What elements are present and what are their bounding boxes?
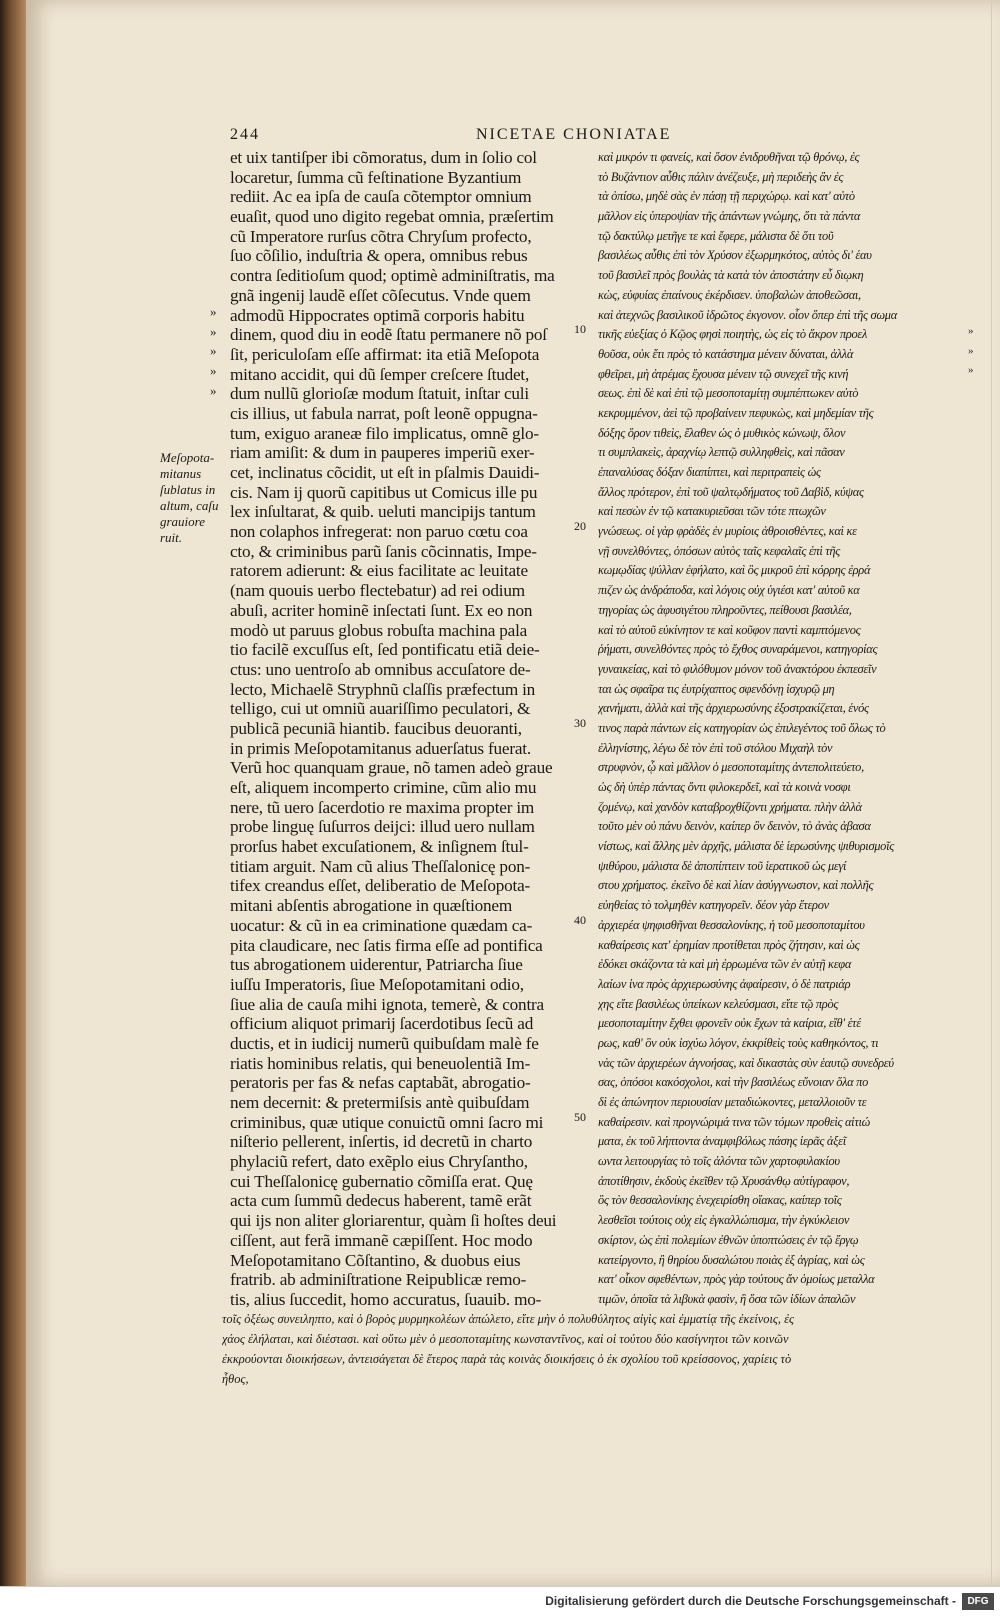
greek-line: τὸ Βυζάντιον αὖθις πάλιν ἀνέζευξε, μὴ περιδεὴς ἂν ἐς	[598, 169, 844, 184]
greek-line: ψιθύρου, μάλιστα δὲ ἀποπίπτειν τοῦ ἱερατικοῦ ὡς μεγί	[598, 858, 847, 873]
greek-line: γυναικείας, καὶ τὸ φιλόθυμον μόνον τοῦ ἀνακτόρου ἐκπεσεῖν	[598, 661, 877, 676]
latin-line: tum, exiguo araneæ filo implicatus, omnẽ glo-	[230, 423, 539, 443]
greek-line: λεσθεῖσι τούτοις οὐχ εἰς ἐγκαλλώπισμα, τὴν ἐγκύκλειον	[598, 1213, 850, 1228]
margin-note-line: altum, caſu	[160, 498, 219, 513]
latin-line: cui Theſſalonicę gubernatio cõmiſſa erat. Quę	[230, 1171, 533, 1191]
greek-line: τοῦ βασιλεῖ πρὸς βουλὰς τὰ κατὰ τὸν ἀποστάτην εὖ διῳκη	[598, 268, 864, 283]
latin-line: telligo, cui ut omniũ auariſſimo peculatori, &	[230, 699, 531, 719]
latin-line: ſuo cõſilio, induſtria & opera, omnibus rebus	[230, 246, 528, 266]
greek-line: ρως, καθ' ὃν οὐκ ἰσχύω λόγον, ἐκκρίθεὶς τοὺς καθηκόντος, τι	[598, 1035, 879, 1050]
line-number: 20	[574, 519, 586, 533]
quote-mark: »	[210, 382, 217, 398]
quote-mark: »	[210, 363, 217, 379]
line-number: 40	[574, 913, 586, 927]
greek-line: γνώσεως. οἱ γὰρ φρὰδὲς ἐν μυρίοις ἀθροισθέντες, καὶ κε	[598, 524, 857, 539]
latin-line: fratrib. ab adminiſtratione Reipublicæ remo-	[230, 1270, 527, 1290]
margin-note-line: ſublatus in	[160, 482, 216, 497]
quote-marks-right	[968, 322, 974, 381]
latin-line: ſit, periculoſam eſſe affirmat: ita etiã Meſopota	[230, 344, 540, 364]
greek-line: νὰς τῶν ἀρχιερέων ἀγνοήσας, καὶ δικαστὰς σὺν ἑαυτῷ συνεδρεύ	[598, 1055, 894, 1070]
greek-line: καὶ μικρόν τι φανείς, καὶ ὅσον ἐνιδρυθῆναι τῷ θρόνῳ, ἐς	[598, 150, 860, 164]
latin-column	[230, 148, 576, 1310]
greek-line: χης εἴτε βασιλέως ὑπείκων κελεύσμασι, εἴτε τῷ πρὸς	[598, 996, 839, 1011]
greek-line: τοῦτο μὲν οὐ πάνυ δεινὸν, καίπερ ὂν δεινὸν, τὸ ἀνὰς ἀβασα	[598, 819, 871, 834]
quote-mark: »	[210, 343, 217, 359]
latin-line: criminibus, quæ utique conuictũ omni ſacro mi	[230, 1112, 544, 1132]
latin-line: peratoris per fas & nefas captabãt, abrogatio-	[230, 1073, 531, 1093]
greek-line: ἐλληνίστης, λέγω δὲ τὸν ἐπὶ τοῦ στόλου Μιχαὴλ τὸν	[598, 740, 833, 755]
margin-note-line: ruit.	[160, 530, 183, 545]
digitization-footer	[0, 1586, 1000, 1616]
greek-line: τινος παρὰ πάντων εἰς κατηγορίαν ὡς ἐπιλεγέντος τοῦ ὅλως τὸ	[598, 720, 886, 735]
greek-line: καὶ πεσὼν ἐν τῷ κατακυριεῦσαι τῶν τότε πτωχῶν	[598, 504, 826, 519]
greek-line: τικῆς εὐεξίας ὁ Κῷος φησὶ ποιητὴς, ὡς εἰς τὸ ἄκρον προελ	[598, 327, 868, 342]
greek-line: λαίων ἰνα πρὸς ἀρχιερωσύνης ἀφαίρεσιν, ὁ δὲ πατριάρ	[598, 976, 851, 991]
latin-line: euaſit, quod uno digito regebat omnia, præſertim	[230, 207, 554, 227]
dfg-logo: DFG	[962, 1593, 994, 1610]
greek-line: νίστως, καὶ ἄλλης μὲν ἀρχῆς, μάλιστα δὲ ἱερωσύνης ψιθυρισμοῖς	[598, 839, 894, 854]
quote-mark: »	[210, 304, 217, 319]
latin-line: abuſi, acriter hominẽ inſectati ſunt. Ex eo non	[230, 600, 533, 620]
margin-note-line: grauiore	[160, 514, 206, 529]
latin-line: cto, & criminibus parũ ſanis cõcinnatis, Impe-	[230, 541, 537, 561]
latin-line: riam amiſit: & dum in pauperes imperiũ exer-	[230, 443, 535, 463]
latin-line: iuſſu Imperatoris, ſiue Meſopotamitani odio,	[230, 974, 524, 994]
latin-line: dum nullũ glorioſæ modum ſtatuit, inſtar culi	[230, 384, 529, 404]
greek-line: ῥήματι, συνελθόντες πρὸς τὸ ἔχθος συναράμενοι, κατηγορίας	[598, 642, 878, 657]
line-number: 30	[574, 716, 586, 730]
footer-text: Digitalisierung gefördert durch die Deutsche Forschungsgemeinschaft -	[545, 1594, 956, 1608]
latin-line: ratorem adierunt: & eius facilitate ac leuitate	[230, 561, 528, 581]
greek-line: χανήματι, ἀλλὰ καὶ τῆς ἀρχιερωσύνης ἐξοστρακίζεται, ἑνός	[598, 701, 869, 716]
latin-line: nere, tũ uero ſacerdotio re maxima propter im	[230, 797, 535, 817]
greek-line: κεκρυμμένον, ἀεὶ τῷ προβαίνειν πεφυκὼς, καὶ μηδεμίαν τῆς	[598, 405, 874, 420]
latin-line: tis, alius ſuccedit, homo accuratus, ſuauib. mo-	[230, 1289, 542, 1309]
latin-line: mitani abſentis abrogatione in quæſtionem	[230, 896, 513, 916]
latin-line: rediit. Ac ea ipſa de cauſa cõtemptor omnium	[230, 187, 532, 207]
latin-line: mitano accidit, qui dũ ſemper creſcere ſtudet,	[230, 364, 530, 384]
latin-line: tus abrogationem uiderentur, Patriarcha ſiue	[230, 955, 523, 975]
running-title: NICETAE CHONIATAE	[476, 126, 672, 143]
greek-line: δὶ ἐς ἀπώνητον περιουσίαν μεταδιώκοντες, μεταλλοιοῦν τε	[598, 1095, 867, 1109]
quote-mark: »	[968, 344, 974, 357]
latin-line: acta cum ſummũ dedecus haberent, tamẽ erãt	[230, 1191, 532, 1211]
greek-line: μᾶλλον εἰς ὑπεροψίαν τῆς ἁπάντων γνώμης, ὅτι τὰ πάντα	[598, 209, 861, 224]
greek-line: ζομένῳ, καὶ χανδὸν καταβροχθίζοντι χρήματα. πλὴν ἀλλὰ	[598, 799, 862, 814]
bottom-greek-paragraph	[222, 1309, 967, 1389]
latin-line: ductis, et in iudicij numerũ quibuſdam malè fe	[230, 1033, 539, 1053]
latin-line: ctus: uno uentroſo ab omnibus accuſatore de-	[230, 659, 531, 679]
greek-column	[598, 148, 968, 1310]
latin-line: officium aliquot primarij ſacerdotibus ſecũ ad	[230, 1014, 534, 1034]
latin-line: niſterio pellerent, inſertis, id decretũ in charto	[230, 1132, 533, 1152]
greek-line: κατείργοντο, ἢ θηρίου δυσαλώτου ποιὰς ἐξ ἀγρίας, καὶ ὡς	[598, 1252, 865, 1267]
latin-line: tio facilẽ excuſſus eſt, ſed pontificatu etiã deie-	[230, 640, 540, 660]
latin-line: cis. Nam ij quorũ capitibus ut Comicus ille pu	[230, 482, 538, 502]
greek-line: στρυφνὸν, ᾧ καὶ μᾶλλον ὁ μεσοποταμίτης ἀντεπολιτεύετο,	[598, 760, 864, 775]
latin-line: et uix tantiſper ibi cõmoratus, dum in ſolio col	[230, 148, 537, 167]
greek-line: πιζεν ὡς ἀνδράποδα, καὶ λόγοις οὐχ ὑγιέσι κατ' αὐτοῦ κα	[598, 583, 860, 598]
latin-line: (nam quouis uerbo flectebatur) ad rei odium	[230, 581, 525, 601]
latin-line: lecto, Michaelẽ Stryphnũ claſſis præfectum in	[230, 679, 536, 699]
greek-line: καθαίρεσιν. καὶ προγνώριμά τινα τῶν τόμων προθεὶς αἰτιώ	[598, 1114, 870, 1129]
latin-line: locaretur, ſumma cũ feſtinatione Byzantium	[230, 167, 522, 187]
latin-line: uocatur: & cũ in ea criminatione quædam ca-	[230, 915, 533, 935]
greek-line: ται ὡς σφαῖρα τις ἐυτρίχαπτος σφενδόνῃ ἰσχυρῷ μη	[598, 681, 835, 696]
greek-line: δόξης ὅρον τιθεὶς, ἔλαθεν ὡς ὁ μυθικὸς κώνωψ, ὅλον	[598, 425, 846, 440]
latin-line: cet, inclinatus cõcidit, ut eſt in pſalmis Dauidi-	[230, 463, 540, 482]
greek-line: τὰ ὀπίσω, μηδὲ σὰς ἐν πάσῃ τῇ περιχώρῳ. καὶ κατ' αὐτὸ	[598, 189, 855, 204]
quote-marks-left	[210, 302, 217, 401]
greek-line: κατ' οἷκον σφεθέντων, πρὸς γὰρ τούτους ἄν ὁμοίως μεταλλα	[598, 1272, 875, 1287]
greek-line: ἄλλος πρότερον, ἐπὶ τοῦ ψαλτῳδήματος τοῦ Δαβὶδ, κύψας	[598, 484, 864, 499]
latin-line: ciſſent, aut ferã immanẽ cæpiſſent. Hoc modo	[230, 1230, 533, 1250]
line-number: 50	[574, 1110, 586, 1124]
latin-line: titiam arguit. Nam cũ alius Theſſalonicę pon-	[230, 856, 531, 876]
greek-line: βασιλέως αὖθις ἐπὶ τὸν Χρύσον ἐξωρμηκότος, αὐτὸς δι' ἑαυ	[598, 248, 872, 263]
greek-line: καὶ τὸ αὐτοῦ εὐκίνητον τε καὶ κοῦφον παντὶ καμπτόμενος	[598, 622, 861, 637]
latin-line: prorſus habet excuſationem, & inſignem ſtul-	[230, 837, 529, 857]
margin-note-line: Meſopota-	[160, 450, 215, 465]
latin-line: probe linguę ſuſurros deijci: illud uero nullam	[230, 817, 535, 837]
greek-line: καθαίρεσις κατ' ἐρημίαν προτίθεται πρὸς ζήτησιν, καὶ ὡς	[598, 937, 860, 952]
latin-line: dinem, quod diu in eodẽ ſtatu permanere nõ poſ	[230, 325, 547, 345]
quote-mark: »	[210, 323, 217, 339]
greek-line: ἀρχιερέα ψηφισθῆναι θεσσαλονίκης, ἡ τοῦ μεσοποταμίτου	[598, 917, 865, 932]
latin-line: cũ Imperatore rurſus cõtra Chryſum profecto,	[230, 226, 532, 246]
book-gutter	[0, 0, 26, 1586]
greek-line: κὼς, εὐφυίας ἐπαίνους ἐκέρδισεν. ὑποβαλὼν ἀποθεῶσαι,	[598, 287, 861, 302]
greek-line: σκίρτον, ὡς ἐπὶ πολεμίων ἐθνῶν ὑποπτώσεις ἐν τῷ ἔργῳ	[598, 1232, 859, 1247]
greek-line: ὃς τὸν θεσσαλονίκης ἐνεχειρίσθη οἴακας, καίπερ τοῖς	[598, 1193, 842, 1208]
bottom-greek-line: ἦθος,	[222, 1372, 249, 1386]
greek-line: εὐηθείας τὸ τολμηθὲν κατηγορεῖν. δέον γὰρ ἕτερον	[598, 898, 829, 913]
latin-line: contra ſeditioſum quod; optimè adminiſtratis, ma	[230, 266, 555, 286]
latin-line: in primis Meſopotamitanus aduerſatus fuerat.	[230, 738, 531, 758]
greek-line: μεσοποταμίτην ἔχθει φρονεῖν οὐκ ἔχων τὰ καίρια, εἴθ' ἑτέ	[598, 1016, 861, 1031]
greek-line: τι συμπλακεὶς, ἀραχνίῳ λεπτῷ συλληφθεὶς, καὶ πᾶσαν	[598, 445, 845, 460]
page-edge-rule	[991, 0, 992, 1586]
latin-line: riatis hominibus relatis, qui beneuolentiã Im-	[230, 1053, 531, 1073]
latin-line: publicã pecuniã hiantib. faucibus deuoranti,	[230, 718, 522, 738]
greek-line: ματα, ἐκ τοῦ λήπτοντα ἀναμφιβόλως πάσης ἱερᾶς ἀξεῖ	[598, 1134, 846, 1149]
greek-line: ωντα λειτουργίας τὸ τοῖς ἁλόντα τῶν χαρτοφυλακίου	[598, 1154, 840, 1169]
greek-line: νῇ συνελθόντες, ὁπόσων αὐτὸς ταῖς κεφαλαῖς ἐπὶ τῆς	[598, 543, 840, 558]
latin-line: eſt, aliquem incomperto crimine, cũm alio mu	[230, 778, 537, 797]
latin-line: nem decernit: & pretermiſsis antè quibuſdam	[230, 1093, 530, 1112]
latin-line: Verũ hoc quanquam graue, nõ tamen adeò graue	[230, 758, 553, 778]
bottom-greek-line: ἐκκρούονται διοικήσεων, ἀντεισάγεται δὲ ἕτερος παρὰ τὰς κοινὰς διοικήσεις ὁ ἐκ σχολίου τοῦ κρείσσονος, χαρίεις τὸ	[222, 1352, 792, 1366]
greek-line: τηγορίας ὡς ἀφυσιγέτου πληροῦντες, πείθουσι βασιλέα,	[598, 602, 852, 617]
quote-mark: »	[968, 325, 974, 337]
greek-line: ἐπαναλύσας δόξαν διαπίπτει, καὶ περιτραπεὶς ὡς	[598, 465, 821, 479]
greek-line: στου χρήματος. ἐκεῖνο δὲ καὶ λίαν ἀσύγγνωστον, καὶ πολλῆς	[598, 878, 874, 893]
latin-line: pita claudicare, nec ſatis firma eſſe ad pontifica	[230, 935, 543, 955]
greek-line: καὶ ἀτεχνῶς βασιλικοῦ ἱδρῶτος ἐκγονον. οἷον ὅπερ ἐπὶ τῆς σωμα	[598, 307, 897, 322]
latin-line: modò ut paruus globus robuſta machina pala	[230, 620, 528, 640]
latin-line: ſiue alia de cauſa mihi ignota, temerè, & contra	[230, 994, 544, 1014]
greek-line: θοῦσα, οὐκ ἔτι πρὸς τὸ κατάστημα μένειν δύναται, ἀλλὰ	[598, 346, 854, 361]
margin-note-line: mitanus	[160, 466, 202, 481]
latin-line: admodũ Hippocrates optimã corporis habitu	[230, 305, 525, 325]
greek-line: τιμῶν, ὁποῖα τὰ λιβυκὰ φασὶν, ἢ ὅσα τῶν ἰδίων ἀπαλῶν	[598, 1291, 856, 1306]
page-number: 244	[230, 126, 260, 143]
greek-line: σας, ὁπόσοι κακόσχολοι, καὶ τὴν βασιλέως εὔνοιαν ὅλα πο	[598, 1075, 868, 1090]
greek-line: ὡς δὴ ὑπὲρ πάντας ὄντι φιλοκερδεῖ, καὶ τὰ κοινὰ νοσφι	[598, 780, 851, 794]
latin-line: phylaciũ refert, dato exẽplo eius Chryſantho,	[230, 1152, 528, 1172]
greek-line: τῷ δακτύλῳ μετῆγε τε καὶ ἔφερε, μάλιστα δὲ ὅτι τοῦ	[598, 228, 834, 243]
latin-line: qui ijs non aliter gloriarentur, quàm ſi hoſtes deui	[230, 1211, 557, 1231]
latin-line: lex inſultarat, & quib. ueluti mancipijs tantum	[230, 502, 536, 522]
latin-line: gnã ingenij laudẽ eſſet cõſecutus. Vnde quem	[230, 285, 531, 305]
greek-line: ἐδόκει σκάζοντα τὰ καὶ μὴ ἐρρωμένα τῶν ἐν αὐτῇ κεφα	[598, 957, 852, 972]
margin-note	[160, 450, 228, 546]
latin-line: tifex creandus eſſet, deliberatio de Meſopota-	[230, 876, 531, 896]
latin-line: non colaphos infregerat: non paruo cœtu coa	[230, 522, 528, 542]
greek-line: κωμῳδίας ψύλλαν ἐφήλατο, καὶ ὃς μικροῦ ἐπὶ κόρρης ἐρρά	[598, 563, 871, 578]
greek-line: σεως. ἐπὶ δὲ καὶ ἐπὶ τῷ μεσοποταμίτῃ συμπέπτωκεν αὐτὸ	[598, 386, 859, 401]
latin-line: Meſopotamitano Cõſtantino, & duobus eius	[230, 1250, 521, 1270]
greek-line: ἀποτίθησιν, ἐκδοὺς ἐκεῖθεν τῷ Χρυσάνθῳ αὐτίγραφον,	[598, 1173, 850, 1188]
latin-line: cis illius, ut fabula narrat, poſt leonẽ oppugna-	[230, 403, 538, 423]
line-number: 10	[574, 322, 586, 336]
greek-line: φθεῖρει, μὴ ἀτρέμας ἔχουσα μένειν τῷ συνεχεῖ τῆς κινή	[598, 366, 849, 381]
bottom-greek-line: τοῖς ὀξέως συνειληπτο, καὶ ὁ βορὸς μυρμηκολέων ἀπώλετο, εἴτε μὴν ὁ πολυθύλητος αἰγὶς καὶ ἐμματίᾳ τῆς ἐκείνοις, ἐς	[222, 1312, 795, 1326]
quote-mark: »	[968, 364, 974, 377]
bottom-greek-line: χάος ἐλήλαται, καὶ διέστασι. καὶ οὕτω μὲν ὁ μεσοποταμίτης κωνσταντῖνος, καὶ οἱ τούτου δύο κασίγνητοι τῶν κοινῶν	[222, 1332, 789, 1346]
